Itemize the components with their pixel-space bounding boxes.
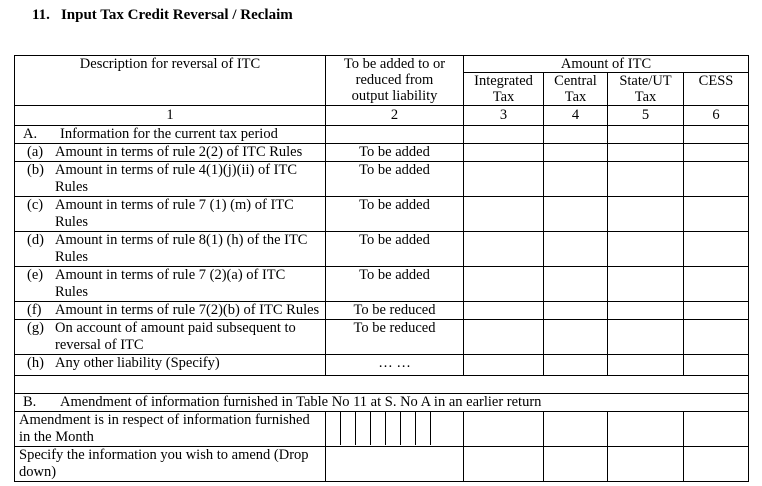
month-box	[401, 412, 416, 445]
description-line: Rules	[55, 179, 89, 195]
amount-cell	[608, 232, 684, 267]
section-b-header-row	[15, 394, 749, 412]
month-box	[416, 412, 431, 445]
section-a-label-cell	[15, 126, 326, 144]
amount-cell	[544, 412, 608, 447]
description-line: down)	[19, 464, 57, 480]
spacer-row-cell	[15, 376, 749, 394]
amount-cell	[544, 302, 608, 320]
tax-header-central: Central Tax	[544, 73, 608, 106]
section-b-label: Amendment of information furnished in Table No 11 at S. No A in an earlier return	[60, 394, 542, 410]
amount-cell	[544, 355, 608, 376]
description-line: reversal of ITC	[55, 337, 144, 353]
row-marker: (h)	[27, 355, 44, 371]
description-cell	[15, 355, 326, 376]
liability-header-line: To be added to or	[343, 56, 446, 72]
section-a-label: Information for the current tax period	[60, 126, 278, 142]
row-marker: (e)	[27, 267, 44, 283]
tax-header-state-ut: State/UT Tax	[608, 73, 684, 106]
description-header-cell: Description for reversal of ITC	[15, 56, 326, 106]
amount-cell	[684, 126, 749, 144]
amount-cell	[608, 126, 684, 144]
amount-cell	[464, 232, 544, 267]
amount-cell	[464, 126, 544, 144]
amount-cell	[544, 197, 608, 232]
description-line: Rules	[55, 249, 89, 265]
column-number-cell: 6	[684, 106, 749, 126]
description-line: Amount in terms of rule 8(1) (h) of the ITC	[55, 232, 308, 248]
liability-header-line: reduced from	[355, 72, 434, 88]
description-line: in the Month	[19, 429, 94, 445]
month-boxes	[326, 412, 463, 445]
description-cell	[15, 197, 326, 232]
amount-cell	[464, 355, 544, 376]
section-title	[32, 7, 293, 24]
amount-cell	[464, 197, 544, 232]
liability-action-cell: To be added	[326, 144, 464, 162]
row-g	[15, 320, 749, 355]
amount-cell	[608, 197, 684, 232]
column-number-cell: 5	[608, 106, 684, 126]
amount-cell	[608, 144, 684, 162]
amount-cell	[464, 144, 544, 162]
spacer-row	[15, 376, 749, 394]
amount-cell	[608, 162, 684, 197]
month-box	[386, 412, 401, 445]
amount-cell	[684, 162, 749, 197]
row-b	[15, 162, 749, 197]
amount-cell	[684, 320, 749, 355]
row-marker: (a)	[27, 144, 44, 160]
amount-cell	[464, 302, 544, 320]
description-line: Amount in terms of rule 4(1)(j)(ii) of ITC	[55, 162, 298, 178]
row-f	[15, 302, 749, 320]
amount-cell	[464, 162, 544, 197]
section-b-label-cell	[15, 394, 749, 412]
description-line: Amount in terms of rule 7 (2)(a) of ITC	[55, 267, 286, 283]
liability-action-cell: To be added	[326, 197, 464, 232]
amount-cell	[464, 447, 544, 482]
section-title-number: 11.	[32, 7, 50, 23]
description-cell	[15, 267, 326, 302]
amount-cell	[608, 267, 684, 302]
section-a-header-row	[15, 126, 749, 144]
month-box	[326, 412, 341, 445]
tax-header-integrated: Integrated Tax	[464, 73, 544, 106]
liability-cell	[326, 126, 464, 144]
amount-cell	[608, 320, 684, 355]
row-marker: (c)	[27, 197, 44, 213]
column-number-cell: 4	[544, 106, 608, 126]
amount-cell	[684, 355, 749, 376]
row-marker: (d)	[27, 232, 44, 248]
amount-cell	[544, 144, 608, 162]
amount-cell	[544, 267, 608, 302]
description-line: Rules	[55, 214, 89, 230]
row-c	[15, 197, 749, 232]
description-line: Amendment is in respect of information furnished	[19, 412, 310, 428]
liability-action-cell: To be added	[326, 232, 464, 267]
amount-cell	[544, 232, 608, 267]
amount-cell	[464, 267, 544, 302]
amendment-specify-row	[15, 447, 749, 482]
section-title-text: Input Tax Credit Reversal / Reclaim	[60, 7, 293, 23]
row-d	[15, 232, 749, 267]
row-h	[15, 355, 749, 376]
amount-of-itc-header-cell: Amount of ITC	[464, 56, 749, 73]
month-box	[356, 412, 371, 445]
liability-action-cell: To be reduced	[326, 302, 464, 320]
amount-cell	[544, 162, 608, 197]
description-line: Specify the information you wish to amend (Drop	[19, 447, 309, 463]
description-line: Rules	[55, 284, 89, 300]
header-row-top	[15, 56, 749, 73]
liability-action-cell: … …	[326, 355, 464, 376]
description-line: Amount in terms of rule 7(2)(b) of ITC Rules	[55, 302, 320, 318]
column-number-row	[15, 106, 749, 126]
amount-cell	[544, 447, 608, 482]
column-number-cell: 2	[326, 106, 464, 126]
row-marker: (g)	[27, 320, 44, 336]
section-a-marker: A.	[23, 126, 38, 142]
amount-cell	[684, 447, 749, 482]
description-line: Amount in terms of rule 7 (1) (m) of ITC	[55, 197, 294, 213]
amount-cell	[684, 302, 749, 320]
amount-cell	[684, 267, 749, 302]
liability-cell	[326, 447, 464, 482]
column-number-cell: 3	[464, 106, 544, 126]
month-box	[371, 412, 386, 445]
row-e	[15, 267, 749, 302]
row-a	[15, 144, 749, 162]
amendment-month-row	[15, 412, 749, 447]
description-line: Any other liability (Specify)	[55, 355, 220, 371]
amount-cell	[608, 302, 684, 320]
liability-action-cell: To be added	[326, 267, 464, 302]
tax-header-cess: CESS	[684, 73, 749, 106]
description-cell	[15, 232, 326, 267]
description-cell	[15, 412, 326, 447]
month-box	[341, 412, 356, 445]
amount-cell	[684, 232, 749, 267]
amount-cell	[608, 412, 684, 447]
liability-header-line: output liability	[351, 88, 438, 104]
liability-header-cell	[326, 56, 464, 106]
amount-cell	[684, 197, 749, 232]
description-cell	[15, 447, 326, 482]
row-marker: (b)	[27, 162, 44, 178]
section-b-marker: B.	[23, 394, 37, 410]
description-cell	[15, 162, 326, 197]
amount-cell	[684, 412, 749, 447]
liability-action-cell: To be reduced	[326, 320, 464, 355]
description-cell	[15, 302, 326, 320]
month-entry-cell	[326, 412, 464, 447]
amount-cell	[544, 126, 608, 144]
description-cell	[15, 320, 326, 355]
itc-reversal-table	[14, 55, 749, 482]
row-marker: (f)	[27, 302, 42, 318]
amount-cell	[464, 412, 544, 447]
amount-cell	[608, 355, 684, 376]
description-line: On account of amount paid subsequent to	[55, 320, 296, 336]
amount-cell	[608, 447, 684, 482]
liability-action-cell: To be added	[326, 162, 464, 197]
amount-cell	[464, 320, 544, 355]
column-number-cell: 1	[15, 106, 326, 126]
amount-cell	[684, 144, 749, 162]
description-cell	[15, 144, 326, 162]
description-line: Amount in terms of rule 2(2) of ITC Rules	[55, 144, 303, 160]
amount-cell	[544, 320, 608, 355]
